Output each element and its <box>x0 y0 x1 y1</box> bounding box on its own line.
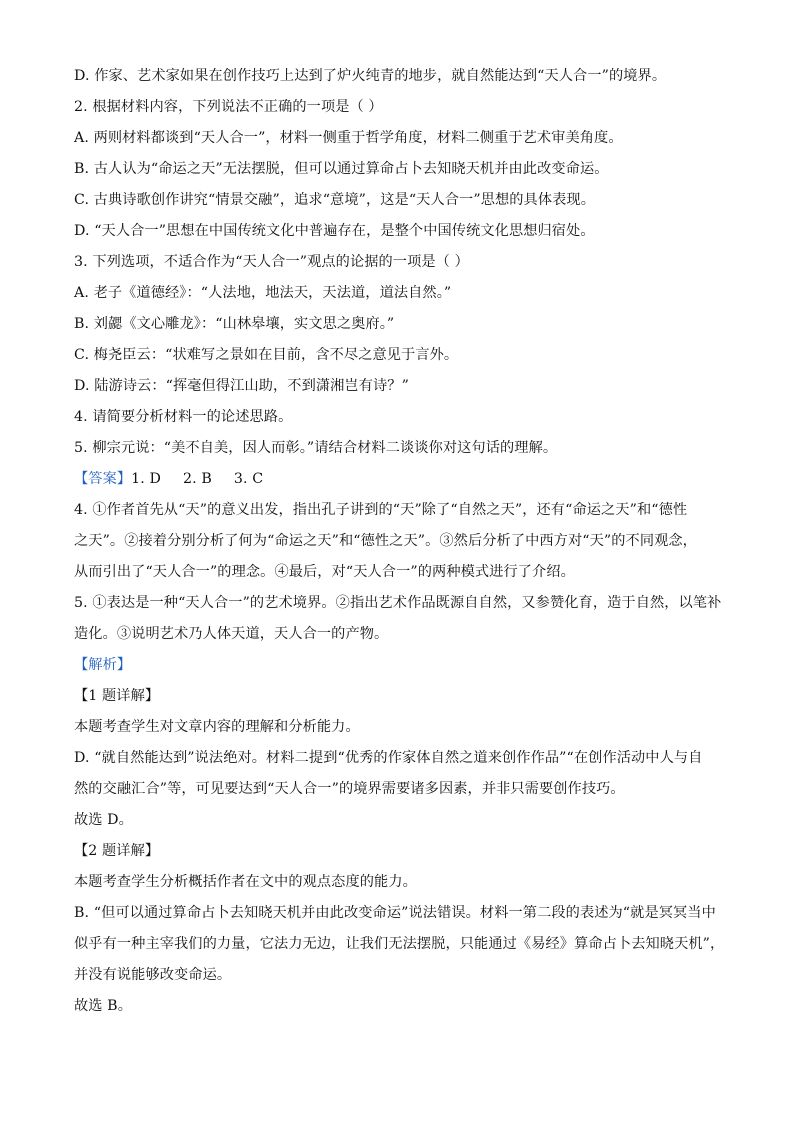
answer-4-line: 之天”。②接着分别分析了何为“命运之天”和“德性之天”。③然后分析了中西方对“天”的不同观念， <box>74 533 697 549</box>
question-5: 5. 柳宗元说：“美不自美，因人而彰。”请结合材料二谈谈你对这句话的理解。 <box>74 440 558 456</box>
analysis-tag: 【解析】 <box>74 657 132 673</box>
option-3a: A. 老子《道德经》：“人法地，地法天，天法道，道法自然。” <box>74 285 452 301</box>
analysis-conclusion: 故选 B。 <box>74 998 132 1014</box>
analysis-line: D. “就自然能达到”说法绝对。材料二提到“优秀的作家体自然之道来创作作品”“在创作活动中人与自 <box>74 750 703 766</box>
answer-5-line: 造化。③说明艺术乃人体天道，天人合一的产物。 <box>74 626 389 642</box>
option-2d: D. “天人合一”思想在中国传统文化中普遍存在，是整个中国传统文化思想归宿处。 <box>74 223 595 239</box>
document-page <box>74 61 734 1022</box>
answer-item: 2. B <box>182 471 212 487</box>
analysis-line: 然的交融汇合”等，可见要达到“天人合一”的境界需要诸多因素，并非只需要创作技巧。 <box>74 781 625 797</box>
option-3c: C. 梅尧臣云：“状难写之景如在目前，含不尽之意见于言外。 <box>74 347 459 363</box>
answer-4-line: 从而引出了“天人合一”的理念。④最后，对“天人合一”的两种模式进行了介绍。 <box>74 564 575 580</box>
analysis-line: 本题考查学生对文章内容的理解和分析能力。 <box>74 719 360 735</box>
analysis-line: 似乎有一种主宰我们的力量，它法力无边，让我们无法摆脱，只能通过《易经》算命占卜去知晓天机”， <box>74 936 725 952</box>
answer-4-line: 4. ①作者首先从“天”的意义出发，指出孔子讲到的“天”除了“自然之天”，还有“命运之天”和“德性 <box>74 502 688 518</box>
answer-item: 3. C <box>233 471 264 487</box>
section-heading-1: 【1 题详解】 <box>74 688 160 704</box>
question-4: 4. 请简要分析材料一的论述思路。 <box>74 409 293 425</box>
answer-line <box>74 464 734 495</box>
analysis-conclusion: 故选 D。 <box>74 812 133 828</box>
question-2: 2. 根据材料内容，下列说法不正确的一项是（ ） <box>74 99 383 115</box>
option-3b: B. 刘勰《文心雕龙》：“山林皋壤，实文思之奥府。” <box>74 316 395 332</box>
option-2c: C. 古典诗歌创作讲究“情景交融”，追求“意境”，这是“天人合一”思想的具体表现。 <box>74 192 595 208</box>
option-3d: D. 陆游诗云：“挥毫但得江山助，不到潇湘岂有诗？” <box>74 378 409 394</box>
answer-tag: 【答案】 <box>74 471 132 487</box>
answer-item: 1. D <box>131 471 161 487</box>
option-2a: A. 两则材料都谈到“天人合一”，材料一侧重于哲学角度，材料二侧重于艺术审美角度。 <box>74 130 623 146</box>
section-heading-2: 【2 题详解】 <box>74 843 160 859</box>
option-1d: D. 作家、艺术家如果在创作技巧上达到了炉火纯青的地步，就自然能达到“天人合一”的境界。 <box>74 68 667 84</box>
option-2b: B. 古人认为“命运之天”无法摆脱，但可以通过算命占卜去知晓天机并由此改变命运。 <box>74 161 609 177</box>
analysis-line: 本题考查学生分析概括作者在文中的观点态度的能力。 <box>74 874 417 890</box>
answer-5-line: 5. ①表达是一种“天人合一”的艺术境界。②指出艺术作品既源自自然，又参赞化育，造于自然，以笔补 <box>74 595 722 611</box>
analysis-line: B. “但可以通过算命占卜去知晓天机并由此改变命运”说法错误。材料一第二段的表述为“就是冥冥当中 <box>74 905 716 921</box>
question-3: 3. 下列选项，不适合作为“天人合一”观点的论据的一项是（ ） <box>74 254 469 270</box>
analysis-line: 并没有说能够改变命运。 <box>74 967 232 983</box>
